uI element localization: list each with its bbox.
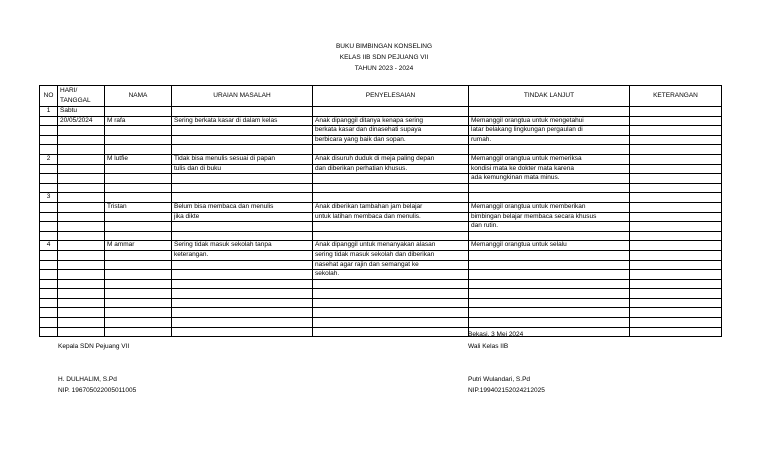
cell-uraian-masalah <box>172 183 313 193</box>
cell-no <box>40 202 58 212</box>
cell-keterangan <box>630 241 722 251</box>
table-row <box>40 318 722 328</box>
teacher-name: Putri Wulandari, S.Pd <box>468 376 531 383</box>
cell-hari-tanggal <box>58 126 105 136</box>
cell-hari-tanggal <box>58 327 105 337</box>
cell-keterangan <box>630 250 722 260</box>
cell-no <box>40 145 58 155</box>
cell-no <box>40 250 58 260</box>
cell-no: 1 <box>40 107 58 117</box>
cell-uraian-masalah: Belum bisa membaca dan menulis <box>172 202 313 212</box>
cell-tindak-lanjut: Memanggil orangtua untuk memberikan <box>469 202 630 212</box>
cell-penyelesaian: berbicara yang baik dan sopan. <box>313 135 469 145</box>
table-row <box>40 202 722 212</box>
header-nama: NAMA <box>105 86 172 107</box>
cell-tindak-lanjut: bimbingan belajar membaca secara khusus <box>469 212 630 222</box>
cell-nama <box>105 298 172 308</box>
place-date: Bekasi, 3 Mei 2024 <box>468 331 524 338</box>
cell-hari-tanggal: 20/05/2024 <box>58 116 105 126</box>
cell-nama <box>105 318 172 328</box>
cell-hari-tanggal <box>58 260 105 270</box>
title-line-3: TAHUN 2023 - 2024 <box>354 65 414 72</box>
cell-keterangan <box>630 164 722 174</box>
teacher-role: Wali Kelas IIB <box>468 343 509 350</box>
cell-nama <box>105 289 172 299</box>
cell-keterangan <box>630 260 722 270</box>
cell-hari-tanggal <box>58 222 105 232</box>
cell-penyelesaian <box>313 174 469 184</box>
cell-uraian-masalah <box>172 270 313 280</box>
cell-keterangan <box>630 154 722 164</box>
cell-keterangan <box>630 289 722 299</box>
cell-nama <box>105 126 172 136</box>
table-row <box>40 298 722 308</box>
table-row <box>40 116 722 126</box>
header-hari: HARI/ <box>60 87 78 94</box>
cell-no: 3 <box>40 193 58 203</box>
cell-uraian-masalah: jika dikte <box>172 212 313 222</box>
table-row <box>40 164 722 174</box>
cell-penyelesaian <box>313 318 469 328</box>
cell-nama: M ammar <box>105 241 172 251</box>
cell-penyelesaian <box>313 193 469 203</box>
header-uraian-masalah: URAIAN MASALAH <box>172 86 313 107</box>
cell-no <box>40 164 58 174</box>
cell-hari-tanggal <box>58 308 105 318</box>
table-row <box>40 107 722 117</box>
cell-keterangan <box>630 212 722 222</box>
table-row <box>40 260 722 270</box>
cell-penyelesaian <box>313 279 469 289</box>
cell-keterangan <box>630 279 722 289</box>
cell-hari-tanggal <box>58 298 105 308</box>
cell-hari-tanggal <box>58 241 105 251</box>
cell-penyelesaian: nasehat agar rajin dan semangat ke <box>313 260 469 270</box>
cell-no <box>40 116 58 126</box>
cell-nama <box>105 250 172 260</box>
cell-nama <box>105 174 172 184</box>
counseling-table <box>39 85 722 337</box>
cell-no <box>40 126 58 136</box>
cell-hari-tanggal <box>58 135 105 145</box>
table-row <box>40 174 722 184</box>
cell-penyelesaian: Anak dipanggil untuk menanyakan alasan <box>313 241 469 251</box>
cell-uraian-masalah: Sering berkata kasar di dalam kelas <box>172 116 313 126</box>
cell-penyelesaian: sekolah. <box>313 270 469 280</box>
cell-uraian-masalah <box>172 231 313 241</box>
cell-uraian-masalah: keterangan. <box>172 250 313 260</box>
cell-tindak-lanjut <box>469 260 630 270</box>
cell-uraian-masalah <box>172 289 313 299</box>
cell-uraian-masalah: Tidak bisa menulis sesuai di papan <box>172 154 313 164</box>
table-header-row <box>40 86 722 107</box>
cell-uraian-masalah <box>172 222 313 232</box>
cell-tindak-lanjut <box>469 289 630 299</box>
cell-penyelesaian: sering tidak masuk sekolah dan diberikan <box>313 250 469 260</box>
table-row <box>40 250 722 260</box>
title-line-2: KELAS IIB SDN PEJUANG VII <box>339 54 429 61</box>
cell-hari-tanggal <box>58 279 105 289</box>
cell-uraian-masalah <box>172 318 313 328</box>
cell-keterangan <box>630 107 722 117</box>
cell-nama <box>105 270 172 280</box>
cell-no <box>40 318 58 328</box>
cell-no <box>40 279 58 289</box>
cell-uraian-masalah <box>172 308 313 318</box>
cell-nama <box>105 183 172 193</box>
cell-hari-tanggal <box>58 174 105 184</box>
cell-tindak-lanjut: Memanggil orangtua untuk selalu <box>469 241 630 251</box>
cell-nama <box>105 164 172 174</box>
cell-keterangan <box>630 126 722 136</box>
cell-nama <box>105 107 172 117</box>
cell-penyelesaian <box>313 231 469 241</box>
cell-keterangan <box>630 270 722 280</box>
cell-hari-tanggal <box>58 164 105 174</box>
header-tindak-lanjut: TINDAK LANJUT <box>469 86 630 107</box>
cell-penyelesaian <box>313 327 469 337</box>
cell-hari-tanggal <box>58 193 105 203</box>
cell-nama <box>105 231 172 241</box>
cell-penyelesaian <box>313 289 469 299</box>
cell-no <box>40 231 58 241</box>
teacher-nip: NIP.199402152024212025 <box>468 387 545 394</box>
cell-keterangan <box>630 327 722 337</box>
cell-keterangan <box>630 222 722 232</box>
cell-tindak-lanjut <box>469 107 630 117</box>
cell-tindak-lanjut <box>469 250 630 260</box>
cell-nama <box>105 308 172 318</box>
cell-nama <box>105 260 172 270</box>
cell-keterangan <box>630 298 722 308</box>
cell-keterangan <box>630 183 722 193</box>
cell-no: 4 <box>40 241 58 251</box>
cell-uraian-masalah <box>172 260 313 270</box>
cell-tindak-lanjut: Memanggil orangtua untuk mengetahui <box>469 116 630 126</box>
title-line-1: BUKU BIMBINGAN KONSELING <box>335 43 433 50</box>
header-tanggal: TANGGAL <box>60 97 91 104</box>
table-body <box>40 107 722 337</box>
cell-hari-tanggal <box>58 202 105 212</box>
cell-keterangan <box>630 231 722 241</box>
cell-no <box>40 298 58 308</box>
cell-penyelesaian <box>313 183 469 193</box>
cell-no: 2 <box>40 154 58 164</box>
cell-nama: M lutfie <box>105 154 172 164</box>
cell-uraian-masalah <box>172 145 313 155</box>
cell-nama <box>105 222 172 232</box>
cell-hari-tanggal <box>58 250 105 260</box>
header-hari-tanggal <box>58 86 105 107</box>
cell-tindak-lanjut <box>469 308 630 318</box>
table-row <box>40 212 722 222</box>
cell-tindak-lanjut <box>469 298 630 308</box>
cell-nama: M rafa <box>105 116 172 126</box>
cell-no <box>40 222 58 232</box>
cell-keterangan <box>630 193 722 203</box>
cell-uraian-masalah <box>172 298 313 308</box>
cell-hari-tanggal <box>58 289 105 299</box>
cell-keterangan <box>630 116 722 126</box>
cell-no <box>40 174 58 184</box>
header-penyelesaian: PENYELESAIAN <box>313 86 469 107</box>
cell-tindak-lanjut <box>469 193 630 203</box>
cell-nama <box>105 193 172 203</box>
cell-nama <box>105 135 172 145</box>
table-row <box>40 193 722 203</box>
cell-tindak-lanjut <box>469 231 630 241</box>
cell-nama <box>105 212 172 222</box>
table-row <box>40 145 722 155</box>
cell-tindak-lanjut <box>469 279 630 289</box>
cell-tindak-lanjut <box>469 270 630 280</box>
cell-penyelesaian <box>313 107 469 117</box>
table-row <box>40 289 722 299</box>
header-keterangan: KETERANGAN <box>630 86 722 107</box>
cell-tindak-lanjut: ada kemungkinan mata minus. <box>469 174 630 184</box>
cell-uraian-masalah <box>172 126 313 136</box>
table-row <box>40 154 722 164</box>
table-row <box>40 222 722 232</box>
cell-penyelesaian: untuk latihan membaca dan menulis. <box>313 212 469 222</box>
cell-penyelesaian <box>313 222 469 232</box>
cell-uraian-masalah <box>172 193 313 203</box>
cell-nama <box>105 279 172 289</box>
cell-keterangan <box>630 318 722 328</box>
cell-penyelesaian: dan diberikan perhatian khusus. <box>313 164 469 174</box>
cell-tindak-lanjut <box>469 318 630 328</box>
cell-keterangan <box>630 202 722 212</box>
cell-penyelesaian <box>313 145 469 155</box>
cell-hari-tanggal: Sabtu <box>58 107 105 117</box>
cell-nama: Tristan <box>105 202 172 212</box>
cell-no <box>40 183 58 193</box>
cell-hari-tanggal <box>58 270 105 280</box>
cell-tindak-lanjut: rumah. <box>469 135 630 145</box>
cell-uraian-masalah <box>172 174 313 184</box>
cell-keterangan <box>630 145 722 155</box>
cell-penyelesaian: Anak diberikan tambahan jam belajar <box>313 202 469 212</box>
principal-role: Kepala SDN Pejuang VII <box>58 343 130 350</box>
cell-no <box>40 135 58 145</box>
header-no: NO <box>40 86 58 107</box>
cell-tindak-lanjut: Memanggil orangtua untuk memeriksa <box>469 154 630 164</box>
table-row <box>40 183 722 193</box>
cell-hari-tanggal <box>58 212 105 222</box>
cell-hari-tanggal <box>58 145 105 155</box>
table-row <box>40 231 722 241</box>
table-row <box>40 270 722 280</box>
principal-name: H. DULHALIM, S.Pd <box>58 376 117 383</box>
cell-hari-tanggal <box>58 154 105 164</box>
cell-penyelesaian: Anak dipanggil ditanya kenapa sering <box>313 116 469 126</box>
cell-nama <box>105 327 172 337</box>
cell-uraian-masalah <box>172 107 313 117</box>
cell-hari-tanggal <box>58 183 105 193</box>
cell-keterangan <box>630 308 722 318</box>
table-row <box>40 126 722 136</box>
cell-no <box>40 327 58 337</box>
cell-hari-tanggal <box>58 231 105 241</box>
cell-keterangan <box>630 135 722 145</box>
cell-no <box>40 308 58 318</box>
cell-no <box>40 270 58 280</box>
cell-uraian-masalah: tulis dan di buku <box>172 164 313 174</box>
cell-tindak-lanjut: kondisi mata ke dokter mata karena <box>469 164 630 174</box>
cell-uraian-masalah <box>172 135 313 145</box>
cell-tindak-lanjut <box>469 183 630 193</box>
table-row <box>40 241 722 251</box>
cell-penyelesaian <box>313 298 469 308</box>
cell-tindak-lanjut: latar belakang lingkungan pergaulan di <box>469 126 630 136</box>
table-row <box>40 308 722 318</box>
table-row <box>40 279 722 289</box>
table-row <box>40 135 722 145</box>
principal-nip: NIP. 196705022005011005 <box>58 387 137 394</box>
cell-uraian-masalah <box>172 279 313 289</box>
cell-nama <box>105 145 172 155</box>
cell-uraian-masalah: Sering tidak masuk sekolah tanpa <box>172 241 313 251</box>
cell-hari-tanggal <box>58 318 105 328</box>
cell-no <box>40 260 58 270</box>
cell-no <box>40 289 58 299</box>
cell-tindak-lanjut: dan rutin. <box>469 222 630 232</box>
cell-penyelesaian <box>313 308 469 318</box>
cell-penyelesaian: berkata kasar dan dinasehati supaya <box>313 126 469 136</box>
cell-penyelesaian: Anak disuruh duduk di meja paling depan <box>313 154 469 164</box>
cell-uraian-masalah <box>172 327 313 337</box>
table-row <box>40 327 722 337</box>
cell-no <box>40 212 58 222</box>
cell-keterangan <box>630 174 722 184</box>
cell-tindak-lanjut <box>469 145 630 155</box>
